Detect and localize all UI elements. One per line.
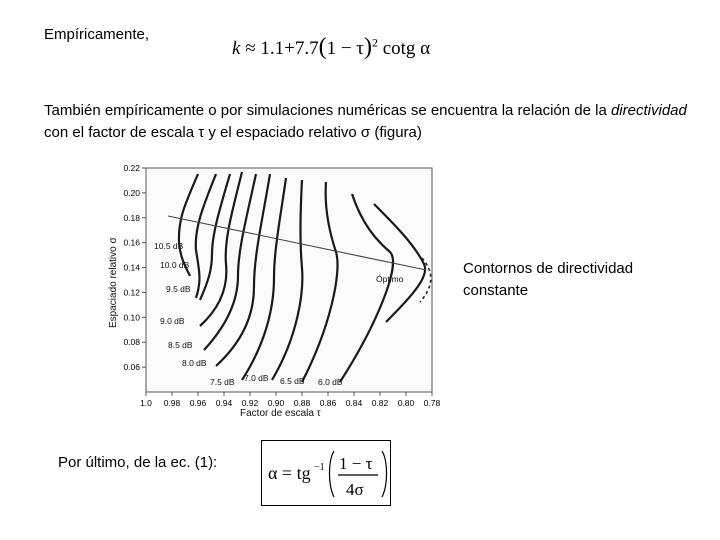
formula-one-minus-tau: 1 − τ — [326, 38, 364, 59]
directivity-formula: $k \approx 1.1+7.7(1 - \tau)^2$ cotg α — [232, 34, 431, 60]
formula-c2: 7.7 — [294, 38, 319, 59]
contour-label-6-5: 6.5 dB — [280, 376, 305, 386]
y-tick-label: 0.22 — [123, 163, 140, 173]
x-tick-label: 0.78 — [423, 398, 441, 408]
contour-label-7-0: 7.0 dB — [244, 373, 269, 383]
left-paren-shape — [330, 451, 335, 497]
x-tick-label: 0.94 — [215, 398, 233, 408]
alpha-lhs: α = tg — [268, 463, 311, 483]
x-tick-label: 1.0 — [140, 398, 152, 408]
right-paren-shape — [382, 451, 387, 497]
x-axis-label: Factor de escala τ — [240, 408, 321, 419]
x-axis-ticks — [140, 392, 440, 408]
x-tick-label: 0.82 — [371, 398, 389, 408]
alpha-formula-box — [261, 440, 391, 506]
y-axis-label: Espaciado relativo σ — [108, 237, 119, 328]
contour-label-6-0: 6.0 dB — [318, 377, 343, 387]
contour-label-9-5: 9.5 dB — [166, 284, 191, 294]
x-tick-label: 0.86 — [319, 398, 337, 408]
contour-label-7-5: 7.5 dB — [210, 377, 235, 387]
alpha-denominator: 4σ — [346, 480, 364, 499]
paragraph-part1: También empíricamente o por simulaciones numéricas se encuentra la relación de la — [44, 102, 607, 119]
formula-approx: ≈ — [245, 38, 256, 59]
contour-label-9-0: 9.0 dB — [160, 316, 185, 326]
directivity-contour-figure — [104, 160, 441, 422]
x-tick-label: 0.92 — [241, 398, 259, 408]
contour-label-8-5: 8.5 dB — [168, 340, 193, 350]
contour-label-10-5: 10.5 dB — [154, 241, 184, 251]
alpha-formula — [262, 441, 390, 505]
formula-k: k — [232, 38, 241, 59]
contour-label-8-0: 8.0 dB — [182, 358, 207, 368]
x-tick-label: 0.88 — [293, 398, 311, 408]
y-tick-label: 0.14 — [123, 262, 140, 273]
y-tick-label: 0.20 — [123, 187, 140, 198]
y-tick-label: 0.12 — [123, 287, 140, 298]
paragraph-emphasis: directividad — [610, 102, 687, 119]
y-tick-label: 0.06 — [123, 362, 140, 373]
relation-paragraph — [44, 100, 704, 144]
intro-label: Empíricamente, — [44, 26, 150, 43]
contour-label-10-0: 10.0 dB — [160, 260, 190, 270]
x-tick-label: 0.96 — [189, 398, 207, 408]
optimum-label: Óptimo — [376, 274, 404, 284]
x-tick-label: 0.98 — [163, 398, 181, 408]
y-tick-label: 0.16 — [123, 237, 140, 248]
y-tick-label: 0.18 — [123, 212, 140, 223]
formula-c1: 1.1 — [260, 38, 285, 59]
y-tick-label: 0.08 — [123, 337, 140, 348]
paragraph-part2: con el factor de escala τ y el espaciado relativo σ (figura) — [44, 124, 422, 141]
last-line-text: Por último, de la ec. (1): — [58, 454, 218, 471]
y-tick-label: 0.10 — [123, 312, 140, 323]
x-tick-label: 0.84 — [345, 398, 363, 408]
formula-exponent: 2 — [371, 35, 378, 50]
alpha-numerator: 1 − τ — [339, 454, 373, 473]
alpha-exponent: −1 — [314, 462, 325, 473]
y-axis-ticks — [123, 163, 146, 372]
x-tick-label: 0.80 — [397, 398, 415, 408]
formula-plus: + — [284, 38, 295, 59]
formula-cotg: cotg α — [382, 38, 431, 59]
x-tick-label: 0.90 — [267, 398, 285, 408]
figure-caption: Contornos de directividad constante — [463, 260, 634, 299]
